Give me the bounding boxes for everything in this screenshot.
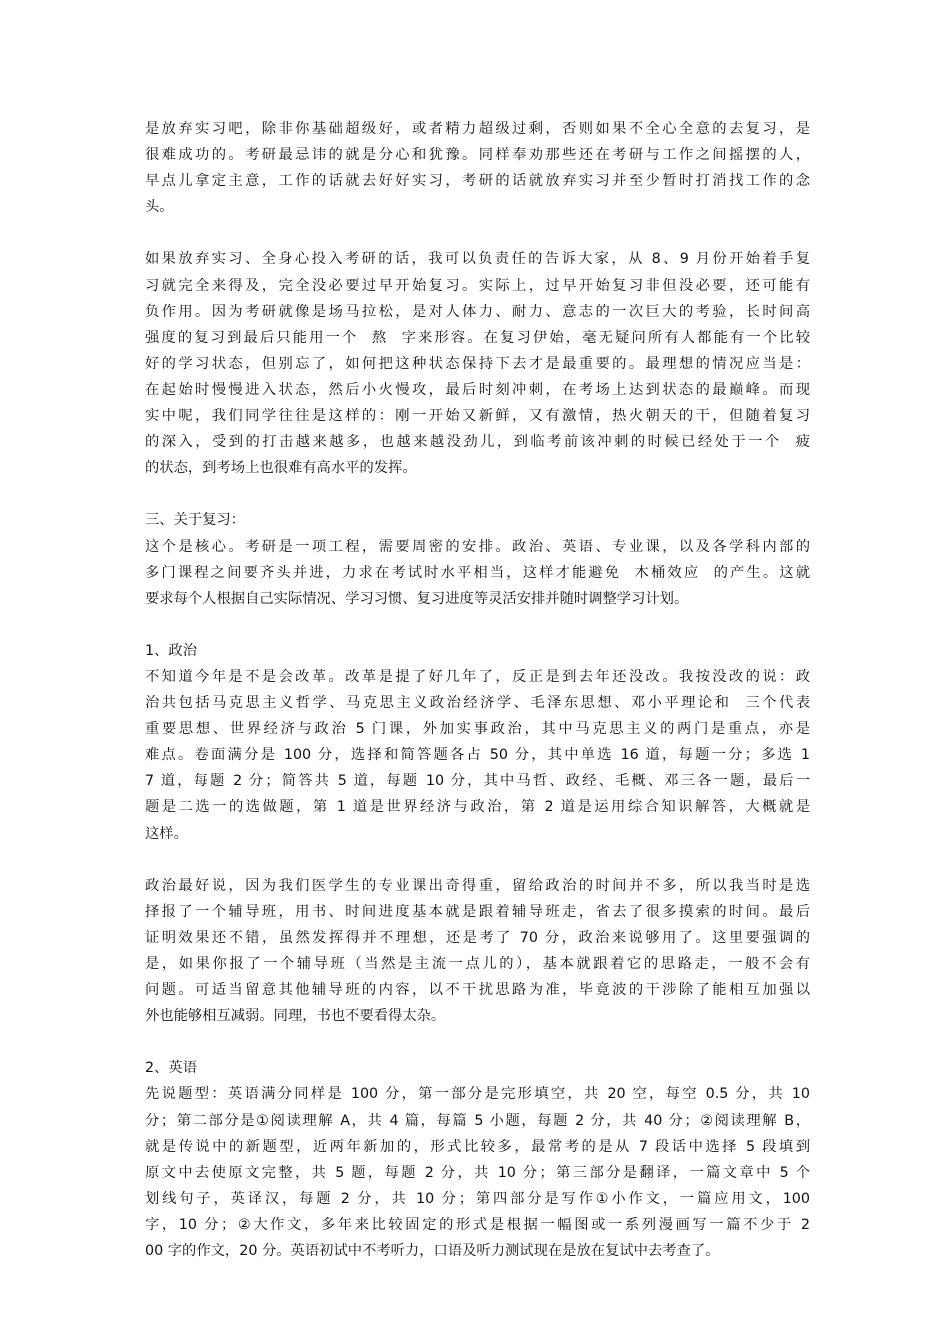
text-line: 在起始时慢慢进入状态，然后小火慢攻，最后时刻冲刺，在考场上达到状态的最巅峰。而现 [145, 381, 810, 398]
paragraph [145, 873, 810, 1030]
paragraph [145, 638, 810, 847]
text-line: 这样。 [145, 825, 188, 842]
paragraph [145, 1055, 810, 1264]
text-line: 这个是核心。考研是一项工程，需要周密的安排。政治、英语、专业课，以及各学科内部的 [145, 538, 810, 555]
text-line: 多门课程之间要齐头并进，力求在考试时水平相当，这样才能避免 木桶效应 的产生。这就 [145, 564, 810, 581]
text-line: 不知道今年是不是会改革。改革是提了好几年了，反正是到去年还没改。我按没改的说：政 [145, 668, 810, 685]
paragraph-gap [145, 220, 810, 246]
paragraph-gap [145, 612, 810, 638]
section-heading: 1、政治 [145, 642, 197, 659]
section-heading: 2、英语 [145, 1060, 197, 1077]
text-line: 00 字的作文，20 分。英语初试中不考听力，口语及听力测试现在是放在复试中去考查了。 [145, 1243, 720, 1260]
paragraph-gap [145, 1029, 810, 1055]
document-page [145, 116, 810, 1264]
text-line: 分；第二部分是①阅读理解 A，共 4 篇，每篇 5 小题，每题 2 分，共 40 分；②阅读理解 B， [145, 1112, 810, 1129]
paragraph [145, 116, 810, 220]
text-line: 难点。卷面满分是 100 分，选择和简答题各占 50 分，其中单选 16 道，每题一分；多选 1 [145, 747, 810, 764]
text-line: 问题。可适当留意其他辅导班的内容，以不干扰思路为准，毕竟波的干涉除了能相互加强以 [145, 982, 810, 999]
text-line: 头。 [145, 199, 174, 216]
text-line: 择报了一个辅导班，用书、时间进度基本就是跟着辅导班走，省去了很多摸索的时间。最后 [145, 903, 810, 920]
text-line: 很难成功的。考研最忌讳的就是分心和犹豫。同样奉劝那些还在考研与工作之间摇摆的人， [145, 147, 810, 164]
text-line: 划线句子，英译汉，每题 2 分，共 10 分；第四部分是写作①小作文，一篇应用文，100 [145, 1190, 810, 1207]
text-line: 7 道，每题 2 分；简答共 5 道，每题 10 分，其中马哲、政经、毛概、邓三各一题，最后一 [145, 773, 810, 790]
text-line: 负作用。因为考研就像是场马拉松，是对人体力、耐力、意志的一次巨大的考验，长时间高 [145, 303, 810, 320]
text-line: 好的学习状态，但别忘了，如何把这种状态保持下去才是最重要的。最理想的情况应当是： [145, 355, 810, 372]
text-line: 原文中去使原文完整，共 5 题，每题 2 分，共 10 分；第三部分是翻译，一篇文章中 5 个 [145, 1164, 810, 1181]
text-line: 习就完全来得及，完全没必要过早开始复习。实际上，过早开始复习非但没必要，还可能有 [145, 277, 810, 294]
text-line: 早点儿拿定主意，工作的话就去好好实习，考研的话就放弃实习并至少暂时打消找工作的念 [145, 173, 810, 190]
text-line: 证明效果还不错，虽然发挥得并不理想，还是考了 70 分，政治来说够用了。这里要强调的 [145, 929, 810, 946]
text-line: 实中呢，我们同学往往是这样的：刚一开始又新鲜，又有激情，热火朝天的干，但随着复习 [145, 408, 810, 425]
paragraph [145, 507, 810, 611]
paragraph-gap [145, 847, 810, 873]
text-line: 的状态，到考场上也很难有高水平的发挥。 [145, 460, 417, 477]
text-line: 是放弃实习吧，除非你基础超级好，或者精力超级过剩，否则如果不全心全意的去复习，是 [145, 121, 810, 137]
section-heading: 三、关于复习： [145, 512, 246, 529]
text-line: 治共包括马克思主义哲学、马克思主义政治经济学、毛泽东思想、邓小平理论和 三个代表 [145, 695, 810, 712]
text-line: 要求每个人根据自己实际情况、学习习惯、复习进度等灵活安排并随时调整学习计划。 [145, 590, 689, 607]
paragraph [145, 246, 810, 481]
text-line: 的深入，受到的打击越来越多，也越来越没劲儿，到临考前该冲刺的时候已经处于一个 疲 [145, 434, 810, 451]
text-line: 就是传说中的新题型，近两年新加的，形式比较多，最常考的是从 7 段话中选择 5 段填到 [145, 1138, 810, 1155]
text-line: 政治最好说，因为我们医学生的专业课出奇得重，留给政治的时间并不多，所以我当时是选 [145, 877, 810, 894]
text-line: 是，如果你报了一个辅导班（当然是主流一点儿的），基本就跟着它的思路走，一般不会有 [145, 956, 810, 972]
text-line: 题是二选一的选做题，第 1 道是世界经济与政治，第 2 道是运用综合知识解答，大概就是 [145, 799, 810, 816]
text-line: 先说题型：英语满分同样是 100 分，第一部分是完形填空，共 20 空，每空 0.5 分，共 10 [145, 1086, 810, 1103]
text-line: 如果放弃实习、全身心投入考研的话，我可以负责任的告诉大家，从 8、9 月份开始着手复 [145, 251, 810, 268]
text-line: 外也能够相互减弱。同理，书也不要看得太杂。 [145, 1008, 446, 1025]
text-line: 强度的复习到最后只能用一个 熬 字来形容。在复习伊始，毫无疑问所有人都能有一个比较 [145, 329, 810, 346]
text-line: 字，10 分；②大作文，多年来比较固定的形式是根据一幅图或一系列漫画写一篇不少于 2 [145, 1216, 810, 1233]
paragraph-gap [145, 481, 810, 507]
text-line: 重要思想、世界经济与政治 5 门课，外加实事政治，其中马克思主义的两门是重点，亦是 [145, 721, 810, 738]
